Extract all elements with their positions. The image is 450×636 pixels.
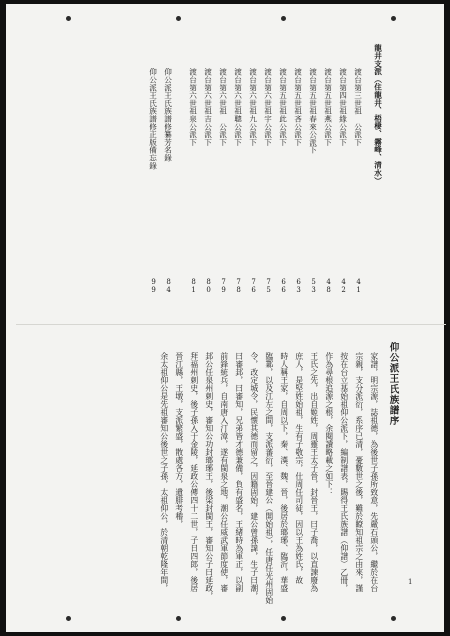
- toc-item[interactable]: [354, 68, 362, 294]
- toc-item-page: 75: [264, 277, 273, 294]
- preface-line: 曰審邽，曰審知，兄弟皆才德兼備，負有盛名，王緒時為軍正，以副: [234, 352, 244, 592]
- toc-item[interactable]: [324, 68, 332, 294]
- toc-item[interactable]: [204, 68, 212, 294]
- toc-item[interactable]: [309, 68, 317, 294]
- toc-item-page: 79: [219, 277, 228, 294]
- preface-line: 作為尋根追源之根，余閱讀略載之如下：: [324, 352, 334, 496]
- document-page: [6, 4, 444, 632]
- toc-item-page: 63: [294, 277, 303, 294]
- binding-hole: [176, 616, 181, 621]
- toc-item-title: 渡台第五世祖吝公派下: [293, 68, 303, 146]
- page-number: 1: [408, 578, 413, 586]
- binding-hole: [281, 16, 286, 21]
- preface-line: 前鋒統兵，自南唐入汀漳，遂有閩泉之地，潮公任威武軍節度使，審: [219, 352, 229, 592]
- toc-item-title: 渡台第六世祖聰公派下: [233, 68, 243, 146]
- toc-item-page: 76: [249, 277, 258, 294]
- preface-line: 宗親，支分派衍，系序已清，憂數世之後，難於瞭知祖宗之由來，謹: [354, 352, 364, 592]
- binding-hole: [391, 616, 396, 621]
- toc-item[interactable]: [339, 68, 347, 294]
- toc-item-page: 42: [339, 277, 348, 294]
- toc-item-page: 41: [354, 277, 363, 294]
- binding-hole: [391, 16, 396, 21]
- toc-item-title: 渡台第五世祖此公派下: [278, 68, 288, 146]
- toc-item-title: 渡台第六世祖泉公派下: [188, 68, 198, 146]
- preface-line: 王氏之先，出自姬姓，周靈王太子晉，封晉王，曰子喬，以直諫廢為: [309, 352, 319, 592]
- preface-line: 庶人，是堅姓始祖，生有子敬宗，仕周任司徒，因以王為姓氏，故: [294, 352, 304, 584]
- toc-item-title: 渡台第六世祖宇公派下: [263, 68, 273, 146]
- toc-item-title: 仰公派王氏族譜修正版備忘錄: [148, 68, 158, 170]
- toc-item-title: 渡台第五世祖春來公派下: [308, 68, 318, 154]
- binding-hole: [66, 16, 71, 21]
- toc-item[interactable]: [279, 68, 287, 294]
- toc-section-header: 龍井支派（住龍井、梧棲、霧峰、清水）: [373, 44, 383, 185]
- toc-item-title: 渡台第四世祖緣公派下: [338, 68, 348, 146]
- toc-item-title: 渡台第六世祖九公派下: [248, 68, 258, 146]
- binding-hole: [281, 616, 286, 621]
- toc-item[interactable]: [249, 68, 257, 294]
- toc-item-page: 78: [234, 277, 243, 294]
- toc-item-title: 渡台第三世祖 公派下: [353, 68, 363, 146]
- preface-line: 家譜，明宗源，誌祖德，為後世子孫所致意，先嚴石頭公，繼於在台: [369, 352, 379, 592]
- page-fold: [16, 324, 446, 325]
- toc-item-page: 48: [324, 277, 333, 294]
- binding-hole: [66, 616, 71, 621]
- toc-item-page: 53: [309, 277, 318, 294]
- toc-item[interactable]: [189, 68, 197, 294]
- toc-item[interactable]: [264, 68, 272, 294]
- preface-line: 拜福州刺史，後子孫入于金陵，延政公傳四十二世，子日四郎，後居: [189, 352, 199, 592]
- toc-item-page: 84: [164, 277, 173, 294]
- toc-item[interactable]: [294, 68, 302, 294]
- toc-item-page: 81: [189, 277, 198, 294]
- toc-item[interactable]: [149, 68, 157, 294]
- preface-line: 臨鄴，以及江左之間，支派蕃衍，至晉建公（開始祖），任唐任光州固始: [264, 352, 274, 605]
- preface-line: 令，改定城令，民懷其德而留之，因籍固始，建公曾孫諱，生子曰潮，: [249, 352, 259, 600]
- toc-item-page: 99: [149, 277, 158, 294]
- preface-line: 邽公任泉州刺史，審知公功封瑯琊王，後梁封閩王，審知公子曰延政，: [204, 352, 214, 600]
- preface-title: 仰公派王氏族譜序: [387, 342, 399, 426]
- binding-hole: [176, 16, 181, 21]
- toc-item[interactable]: [164, 68, 172, 294]
- preface-line: 按在台立基始祖仰公派下，編制譜表，賜得王氏族譜（仰譜）乙冊，: [339, 352, 349, 592]
- toc-item-title: 仰公派王氏族譜修纂芳名錄: [163, 68, 173, 162]
- toc-item-title: 渡台第五世祖燕公派下: [323, 68, 333, 146]
- preface-line: 晉江縣，王墩，支派繁盛，散處各方，遺腓考稽，: [174, 352, 184, 528]
- toc-item-title: 渡台第六世祖 公派下: [218, 68, 228, 146]
- toc-item[interactable]: [234, 68, 242, 294]
- preface-line: 時人稱王家，自周以下，秦、漢、魏、晉，後居於瑯琊、臨沂，華盛: [279, 352, 289, 592]
- toc-item[interactable]: [219, 68, 227, 294]
- toc-item-page: 66: [279, 277, 288, 294]
- toc-item-title: 渡台第六世祖吉公派下: [203, 68, 213, 146]
- preface-line: 余太祖仰公是先祖審知公後世之子孫，太祖仰公，於清朝乾隆年間，: [159, 352, 169, 592]
- toc-item-page: 80: [204, 277, 213, 294]
